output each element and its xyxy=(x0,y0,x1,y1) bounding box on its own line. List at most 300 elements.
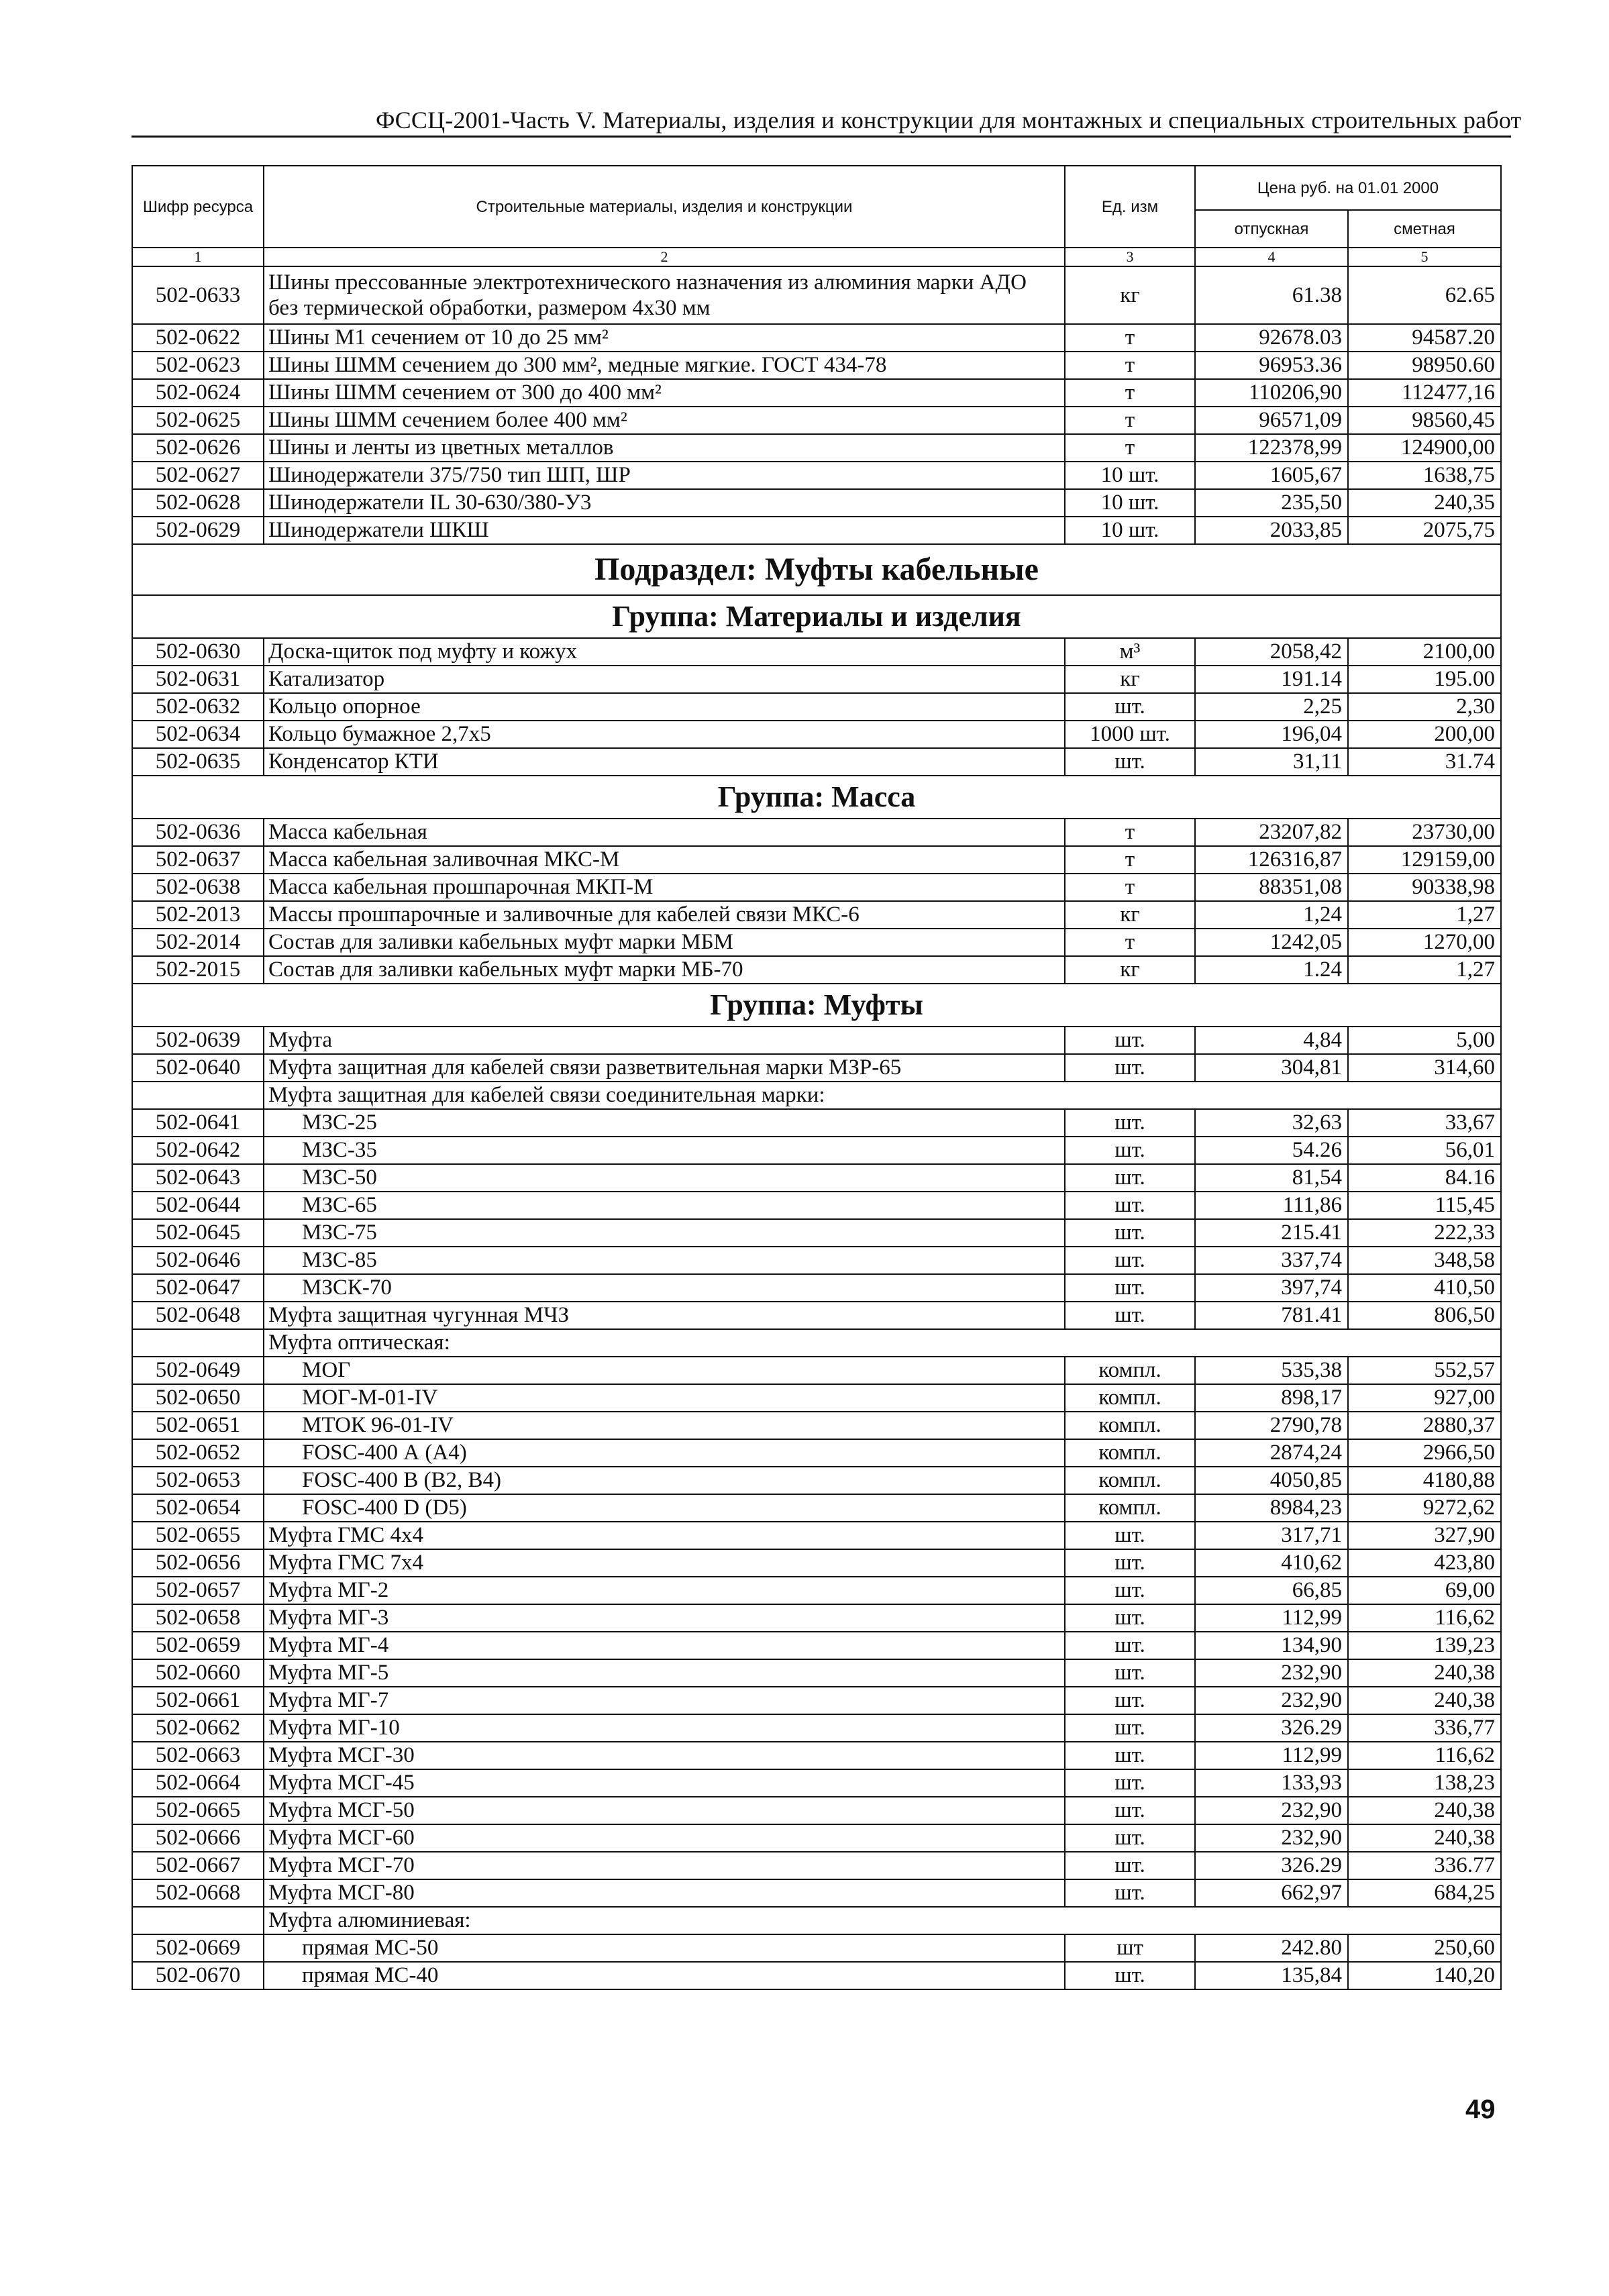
unit: т xyxy=(1065,352,1195,379)
price-estimate: 56,01 xyxy=(1348,1137,1501,1164)
table-row xyxy=(132,1247,1501,1274)
table-row xyxy=(132,1879,1501,1907)
price-release: 662,97 xyxy=(1195,1879,1348,1907)
material-name: Муфта МГ-10 xyxy=(264,1714,1065,1742)
resource-code: 502-0636 xyxy=(132,819,264,846)
price-release: 134,90 xyxy=(1195,1632,1348,1659)
material-name: FOSC-400 А (А4) xyxy=(264,1439,1065,1467)
subsection-heading: Подраздел: Муфты кабельные xyxy=(132,544,1501,595)
price-estimate: 90338,98 xyxy=(1348,874,1501,901)
price-release: 232,90 xyxy=(1195,1687,1348,1714)
table-row xyxy=(132,489,1501,517)
material-name: МЗС-25 xyxy=(264,1109,1065,1137)
unit: т xyxy=(1065,874,1195,901)
table-row xyxy=(132,1439,1501,1467)
table-row xyxy=(132,748,1501,776)
table-row xyxy=(132,1604,1501,1632)
resource-code: 502-0644 xyxy=(132,1192,264,1219)
table-row xyxy=(132,819,1501,846)
price-release: 781.41 xyxy=(1195,1302,1348,1329)
table-row xyxy=(132,1577,1501,1604)
table-row xyxy=(132,1934,1501,1962)
material-name: МОГ-М-01-IV xyxy=(264,1384,1065,1412)
price-estimate: 250,60 xyxy=(1348,1934,1501,1962)
table-row xyxy=(132,874,1501,901)
price-release: 1.24 xyxy=(1195,956,1348,984)
price-estimate: 1,27 xyxy=(1348,901,1501,929)
material-name: Муфта МСГ-50 xyxy=(264,1797,1065,1824)
price-estimate: 240,38 xyxy=(1348,1797,1501,1824)
price-release: 397,74 xyxy=(1195,1274,1348,1302)
price-release: 66,85 xyxy=(1195,1577,1348,1604)
table-row xyxy=(132,1274,1501,1302)
table-row xyxy=(132,462,1501,489)
material-name: Шины прессованные электротехнического назначения из алюминия марки АДО без термической обработки, размером 4х30 мм xyxy=(264,266,1065,324)
table-row xyxy=(132,956,1501,984)
unit: шт. xyxy=(1065,1274,1195,1302)
table-row xyxy=(132,721,1501,748)
price-estimate: 423,80 xyxy=(1348,1549,1501,1577)
price-release: 326.29 xyxy=(1195,1714,1348,1742)
price-estimate: 195.00 xyxy=(1348,666,1501,693)
price-release: 8984,23 xyxy=(1195,1494,1348,1522)
unit: шт. xyxy=(1065,1659,1195,1687)
resource-code: 502-0634 xyxy=(132,721,264,748)
price-estimate: 200,00 xyxy=(1348,721,1501,748)
unit: компл. xyxy=(1065,1412,1195,1439)
material-name: Муфта МГ-5 xyxy=(264,1659,1065,1687)
material-name: Шинодержатели 375/750 тип ШП, ШР xyxy=(264,462,1065,489)
unit: шт. xyxy=(1065,1109,1195,1137)
resource-code: 502-0668 xyxy=(132,1879,264,1907)
unit: 10 шт. xyxy=(1065,489,1195,517)
table-row xyxy=(132,1742,1501,1769)
resource-code: 502-0662 xyxy=(132,1714,264,1742)
price-estimate: 684,25 xyxy=(1348,1879,1501,1907)
table-row xyxy=(132,1219,1501,1247)
price-release: 122378,99 xyxy=(1195,434,1348,462)
table-row xyxy=(132,434,1501,462)
price-estimate: 5,00 xyxy=(1348,1027,1501,1054)
material-name: Муфта МГ-2 xyxy=(264,1577,1065,1604)
resource-code: 502-0660 xyxy=(132,1659,264,1687)
unit: шт. xyxy=(1065,1247,1195,1274)
table-row xyxy=(132,1632,1501,1659)
header-unit: Ед. изм xyxy=(1065,166,1195,248)
price-release: 317,71 xyxy=(1195,1522,1348,1549)
price-release: 112,99 xyxy=(1195,1604,1348,1632)
price-release: 232,90 xyxy=(1195,1824,1348,1852)
price-release: 2033,85 xyxy=(1195,517,1348,544)
material-name: Муфта МСГ-45 xyxy=(264,1769,1065,1797)
unit: компл. xyxy=(1065,1439,1195,1467)
unit: шт. xyxy=(1065,1714,1195,1742)
price-estimate: 927,00 xyxy=(1348,1384,1501,1412)
table-row xyxy=(132,1714,1501,1742)
unit: т xyxy=(1065,846,1195,874)
header-code: Шифр ресурса xyxy=(132,166,264,248)
unit: шт xyxy=(1065,1934,1195,1962)
price-estimate: 314,60 xyxy=(1348,1054,1501,1082)
code-cell-empty xyxy=(132,1082,264,1109)
unit: кг xyxy=(1065,266,1195,324)
price-estimate: 129159,00 xyxy=(1348,846,1501,874)
unit: 1000 шт. xyxy=(1065,721,1195,748)
price-release: 61.38 xyxy=(1195,266,1348,324)
price-release: 2058,42 xyxy=(1195,638,1348,666)
resource-code: 502-0628 xyxy=(132,489,264,517)
resource-code: 502-0659 xyxy=(132,1632,264,1659)
resource-code: 502-2013 xyxy=(132,901,264,929)
group-heading: Группа: Материалы и изделия xyxy=(132,595,1501,638)
unit: т xyxy=(1065,407,1195,434)
unit: м³ xyxy=(1065,638,1195,666)
resource-code: 502-0641 xyxy=(132,1109,264,1137)
table-row xyxy=(132,1192,1501,1219)
price-estimate: 410,50 xyxy=(1348,1274,1501,1302)
material-name: Масса кабельная заливочная МКС-М xyxy=(264,846,1065,874)
material-name: Муфта МГ-7 xyxy=(264,1687,1065,1714)
resource-code: 502-0640 xyxy=(132,1054,264,1082)
material-name: МЗС-35 xyxy=(264,1137,1065,1164)
price-release: 133,93 xyxy=(1195,1769,1348,1797)
material-name: Масса кабельная xyxy=(264,819,1065,846)
table-row xyxy=(132,1522,1501,1549)
table-row xyxy=(132,1412,1501,1439)
table-row xyxy=(132,517,1501,544)
price-estimate: 240,35 xyxy=(1348,489,1501,517)
price-estimate: 84.16 xyxy=(1348,1164,1501,1192)
price-release: 235,50 xyxy=(1195,489,1348,517)
unit: шт. xyxy=(1065,1522,1195,1549)
resource-code: 502-0665 xyxy=(132,1797,264,1824)
material-name: прямая МС-50 xyxy=(264,1934,1065,1962)
unit: кг xyxy=(1065,901,1195,929)
material-name: МЗС-50 xyxy=(264,1164,1065,1192)
table-row xyxy=(132,693,1501,721)
table-row xyxy=(132,1357,1501,1384)
subsection-heading-row xyxy=(132,544,1501,595)
material-name: Муфта МСГ-70 xyxy=(264,1852,1065,1879)
unit: т xyxy=(1065,929,1195,956)
price-release: 110206,90 xyxy=(1195,379,1348,407)
price-estimate: 348,58 xyxy=(1348,1247,1501,1274)
column-number-row xyxy=(132,248,1501,266)
material-name: Муфта МГ-4 xyxy=(264,1632,1065,1659)
resource-code: 502-0635 xyxy=(132,748,264,776)
unit: шт. xyxy=(1065,1192,1195,1219)
price-table xyxy=(132,165,1502,1990)
material-name: Муфта МГ-3 xyxy=(264,1604,1065,1632)
material-name: МЗС-65 xyxy=(264,1192,1065,1219)
material-name: Конденсатор КТИ xyxy=(264,748,1065,776)
material-name: МТОК 96-01-IV xyxy=(264,1412,1065,1439)
price-release: 135,84 xyxy=(1195,1962,1348,1989)
subheading-row xyxy=(132,1082,1501,1109)
price-estimate: 552,57 xyxy=(1348,1357,1501,1384)
column-number: 4 xyxy=(1195,248,1348,266)
table-row xyxy=(132,1687,1501,1714)
price-estimate: 336,77 xyxy=(1348,1714,1501,1742)
table-row xyxy=(132,1027,1501,1054)
material-name: Шины ШММ сечением до 300 мм², медные мягкие. ГОСТ 434-78 xyxy=(264,352,1065,379)
price-estimate: 806,50 xyxy=(1348,1302,1501,1329)
resource-code: 502-0650 xyxy=(132,1384,264,1412)
price-release: 81,54 xyxy=(1195,1164,1348,1192)
material-name: Состав для заливки кабельных муфт марки МБМ xyxy=(264,929,1065,956)
table-row xyxy=(132,1384,1501,1412)
subheading-row xyxy=(132,1907,1501,1934)
unit: шт. xyxy=(1065,693,1195,721)
unit: шт. xyxy=(1065,1219,1195,1247)
material-name: прямая МС-40 xyxy=(264,1962,1065,1989)
material-name: Состав для заливки кабельных муфт марки МБ-70 xyxy=(264,956,1065,984)
resource-code: 502-0627 xyxy=(132,462,264,489)
resource-code: 502-0625 xyxy=(132,407,264,434)
table-row xyxy=(132,1109,1501,1137)
group-heading-row xyxy=(132,984,1501,1027)
table-row xyxy=(132,1302,1501,1329)
price-estimate: 2100,00 xyxy=(1348,638,1501,666)
resource-code: 502-0626 xyxy=(132,434,264,462)
unit: т xyxy=(1065,819,1195,846)
resource-code: 502-0666 xyxy=(132,1824,264,1852)
table-row xyxy=(132,1054,1501,1082)
material-name: Масса кабельная прошпарочная МКП-М xyxy=(264,874,1065,901)
price-release: 54.26 xyxy=(1195,1137,1348,1164)
resource-code: 502-0655 xyxy=(132,1522,264,1549)
resource-code: 502-0639 xyxy=(132,1027,264,1054)
resource-code: 502-0629 xyxy=(132,517,264,544)
unit: кг xyxy=(1065,666,1195,693)
material-name: Шины ШММ сечением от 300 до 400 мм² xyxy=(264,379,1065,407)
resource-code: 502-0648 xyxy=(132,1302,264,1329)
material-name: Муфта МСГ-60 xyxy=(264,1824,1065,1852)
unit: шт. xyxy=(1065,1769,1195,1797)
price-release: 326.29 xyxy=(1195,1852,1348,1879)
unit: шт. xyxy=(1065,1632,1195,1659)
price-estimate: 1638,75 xyxy=(1348,462,1501,489)
resource-code: 502-0646 xyxy=(132,1247,264,1274)
subheading-text: Муфта защитная для кабелей связи соединительная марки: xyxy=(264,1082,1501,1109)
unit: компл. xyxy=(1065,1467,1195,1494)
price-estimate: 240,38 xyxy=(1348,1659,1501,1687)
resource-code: 502-0654 xyxy=(132,1494,264,1522)
unit: шт. xyxy=(1065,748,1195,776)
table-row xyxy=(132,1797,1501,1824)
price-estimate: 33,67 xyxy=(1348,1109,1501,1137)
header-price-release: отпускная xyxy=(1195,210,1348,248)
page-header: ФССЦ-2001-Часть V. Материалы, изделия и конструкции для монтажных и специальных строительных работ xyxy=(376,107,1522,134)
header-name: Строительные материалы, изделия и конструкции xyxy=(264,166,1065,248)
unit: шт. xyxy=(1065,1742,1195,1769)
code-cell-empty xyxy=(132,1329,264,1357)
table-row xyxy=(132,324,1501,352)
resource-code: 502-0647 xyxy=(132,1274,264,1302)
material-name: МОГ xyxy=(264,1357,1065,1384)
resource-code: 502-0657 xyxy=(132,1577,264,1604)
price-release: 111,86 xyxy=(1195,1192,1348,1219)
material-name: Массы прошпарочные и заливочные для кабелей связи МКС-6 xyxy=(264,901,1065,929)
price-release: 232,90 xyxy=(1195,1659,1348,1687)
column-number: 3 xyxy=(1065,248,1195,266)
table-row xyxy=(132,1494,1501,1522)
price-release: 232,90 xyxy=(1195,1797,1348,1824)
material-name: Муфта защитная для кабелей связи разветвительная марки МЗР-65 xyxy=(264,1054,1065,1082)
price-estimate: 112477,16 xyxy=(1348,379,1501,407)
resource-code: 502-0652 xyxy=(132,1439,264,1467)
table-row xyxy=(132,901,1501,929)
price-release: 96571,09 xyxy=(1195,407,1348,434)
price-release: 1,24 xyxy=(1195,901,1348,929)
unit: компл. xyxy=(1065,1494,1195,1522)
price-release: 92678.03 xyxy=(1195,324,1348,352)
resource-code: 502-2014 xyxy=(132,929,264,956)
table-row xyxy=(132,1164,1501,1192)
resource-code: 502-0663 xyxy=(132,1742,264,1769)
table-row xyxy=(132,929,1501,956)
unit: шт. xyxy=(1065,1687,1195,1714)
price-release: 31,11 xyxy=(1195,748,1348,776)
resource-code: 502-0661 xyxy=(132,1687,264,1714)
price-release: 242.80 xyxy=(1195,1934,1348,1962)
material-name: Муфта ГМС 4х4 xyxy=(264,1522,1065,1549)
resource-code: 502-0670 xyxy=(132,1962,264,1989)
price-estimate: 140,20 xyxy=(1348,1962,1501,1989)
price-release: 2,25 xyxy=(1195,693,1348,721)
price-release: 215.41 xyxy=(1195,1219,1348,1247)
price-estimate: 94587.20 xyxy=(1348,324,1501,352)
material-name: Шинодержатели IL 30-630/380-У3 xyxy=(264,489,1065,517)
material-name: МЗС-85 xyxy=(264,1247,1065,1274)
group-heading-row xyxy=(132,595,1501,638)
group-heading: Группа: Масса xyxy=(132,776,1501,819)
table-row xyxy=(132,846,1501,874)
unit: т xyxy=(1065,379,1195,407)
price-release: 1605,67 xyxy=(1195,462,1348,489)
unit: кг xyxy=(1065,956,1195,984)
price-release: 410,62 xyxy=(1195,1549,1348,1577)
price-release: 4050,85 xyxy=(1195,1467,1348,1494)
table-row xyxy=(132,1659,1501,1687)
unit: шт. xyxy=(1065,1577,1195,1604)
price-release: 898,17 xyxy=(1195,1384,1348,1412)
price-estimate: 240,38 xyxy=(1348,1687,1501,1714)
material-name: Кольцо опорное xyxy=(264,693,1065,721)
material-name: Доска-щиток под муфту и кожух xyxy=(264,638,1065,666)
price-estimate: 4180,88 xyxy=(1348,1467,1501,1494)
price-estimate: 116,62 xyxy=(1348,1604,1501,1632)
resource-code: 502-0658 xyxy=(132,1604,264,1632)
table-row xyxy=(132,638,1501,666)
unit: шт. xyxy=(1065,1302,1195,1329)
price-estimate: 2,30 xyxy=(1348,693,1501,721)
resource-code: 502-0643 xyxy=(132,1164,264,1192)
resource-code: 502-0645 xyxy=(132,1219,264,1247)
material-name: Муфта ГМС 7х4 xyxy=(264,1549,1065,1577)
resource-code: 502-0637 xyxy=(132,846,264,874)
table-row xyxy=(132,1549,1501,1577)
resource-code: 502-0667 xyxy=(132,1852,264,1879)
resource-code: 502-0638 xyxy=(132,874,264,901)
price-estimate: 327,90 xyxy=(1348,1522,1501,1549)
material-name: Муфта МСГ-30 xyxy=(264,1742,1065,1769)
resource-code: 502-0633 xyxy=(132,266,264,324)
price-release: 2790,78 xyxy=(1195,1412,1348,1439)
material-name: FOSC-400 В (В2, В4) xyxy=(264,1467,1065,1494)
table-row xyxy=(132,407,1501,434)
price-estimate: 336.77 xyxy=(1348,1852,1501,1879)
resource-code: 502-0653 xyxy=(132,1467,264,1494)
subheading-row xyxy=(132,1329,1501,1357)
table-body xyxy=(132,266,1501,1989)
price-estimate: 124900,00 xyxy=(1348,434,1501,462)
price-estimate: 69,00 xyxy=(1348,1577,1501,1604)
price-release: 2874,24 xyxy=(1195,1439,1348,1467)
table-row xyxy=(132,1137,1501,1164)
unit: шт. xyxy=(1065,1797,1195,1824)
price-estimate: 222,33 xyxy=(1348,1219,1501,1247)
unit: т xyxy=(1065,324,1195,352)
price-estimate: 1270,00 xyxy=(1348,929,1501,956)
price-estimate: 62.65 xyxy=(1348,266,1501,324)
price-release: 196,04 xyxy=(1195,721,1348,748)
resource-code: 502-0624 xyxy=(132,379,264,407)
unit: шт. xyxy=(1065,1164,1195,1192)
price-release: 23207,82 xyxy=(1195,819,1348,846)
unit: шт. xyxy=(1065,1027,1195,1054)
material-name: Кольцо бумажное 2,7х5 xyxy=(264,721,1065,748)
table-row xyxy=(132,379,1501,407)
material-name: Муфта xyxy=(264,1027,1065,1054)
price-estimate: 139,23 xyxy=(1348,1632,1501,1659)
resource-code: 502-0669 xyxy=(132,1934,264,1962)
table-row xyxy=(132,666,1501,693)
material-name: Катализатор xyxy=(264,666,1065,693)
column-number: 1 xyxy=(132,248,264,266)
resource-code: 502-0631 xyxy=(132,666,264,693)
price-release: 96953.36 xyxy=(1195,352,1348,379)
price-release: 304,81 xyxy=(1195,1054,1348,1082)
table-row xyxy=(132,1467,1501,1494)
price-release: 337,74 xyxy=(1195,1247,1348,1274)
price-estimate: 9272,62 xyxy=(1348,1494,1501,1522)
resource-code: 502-0642 xyxy=(132,1137,264,1164)
unit: шт. xyxy=(1065,1137,1195,1164)
price-estimate: 2880,37 xyxy=(1348,1412,1501,1439)
table-row xyxy=(132,1824,1501,1852)
table-row xyxy=(132,1769,1501,1797)
resource-code: 502-0649 xyxy=(132,1357,264,1384)
price-estimate: 240,38 xyxy=(1348,1824,1501,1852)
price-release: 535,38 xyxy=(1195,1357,1348,1384)
unit: шт. xyxy=(1065,1549,1195,1577)
unit: 10 шт. xyxy=(1065,462,1195,489)
material-name: МЗСК-70 xyxy=(264,1274,1065,1302)
unit: шт. xyxy=(1065,1824,1195,1852)
table-row xyxy=(132,266,1501,324)
unit: т xyxy=(1065,434,1195,462)
subheading-text: Муфта алюминиевая: xyxy=(264,1907,1501,1934)
resource-code: 502-2015 xyxy=(132,956,264,984)
table-row xyxy=(132,352,1501,379)
column-number: 2 xyxy=(264,248,1065,266)
resource-code: 502-0623 xyxy=(132,352,264,379)
price-estimate: 2075,75 xyxy=(1348,517,1501,544)
header-price-estimate: сметная xyxy=(1348,210,1501,248)
price-release: 191.14 xyxy=(1195,666,1348,693)
header-price-group: Цена руб. на 01.01 2000 xyxy=(1195,166,1501,210)
